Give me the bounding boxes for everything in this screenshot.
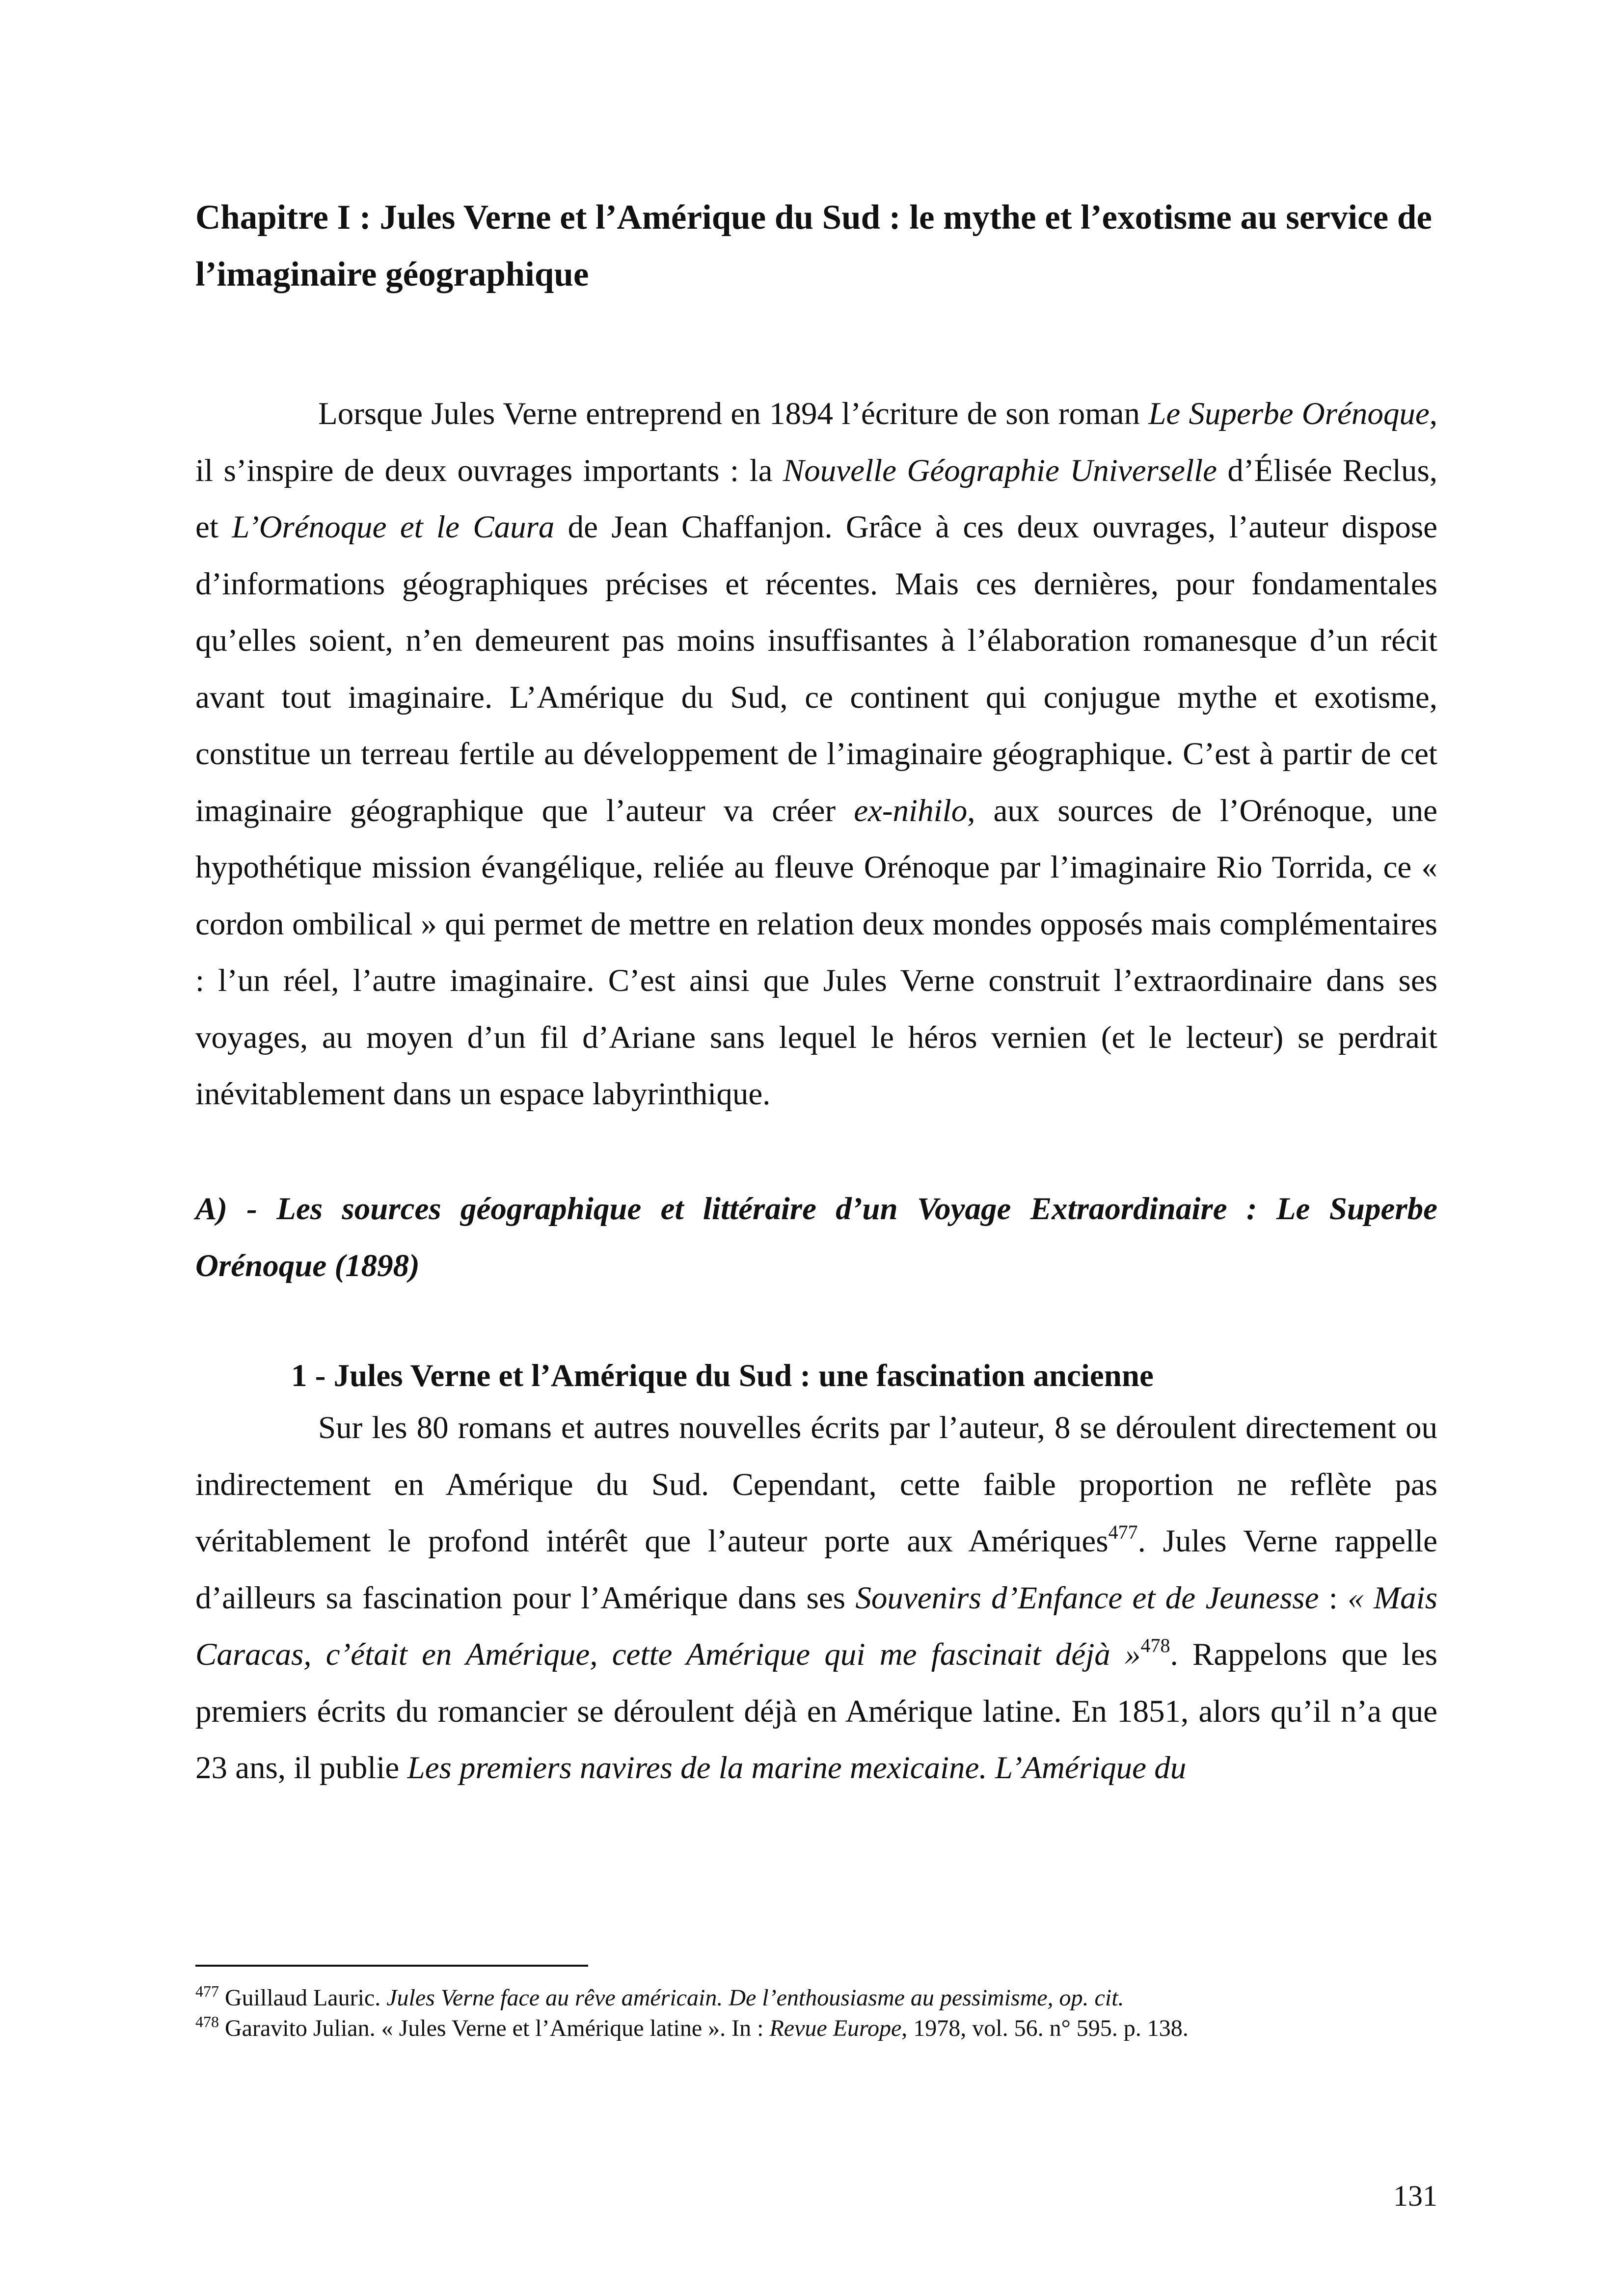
intro-term-ex-nihilo: ex-nihilo: [854, 793, 968, 828]
chapter-title: Chapitre I : Jules Verne et l’Amérique du Sud : le mythe et l’exotisme au service de l’imaginaire géographique: [195, 198, 1432, 294]
footnote-text: Garavito Julian. « Jules Verne et l’Amérique latine ». In :: [219, 2015, 770, 2041]
footnote-number: 478: [195, 2013, 219, 2030]
para2-text-2: . Jules Verne rappelle d’ailleurs sa fascination pour l’Amérique dans ses: [195, 1523, 1437, 1616]
para2-text-1: Sur les 80 romans et autres nouvelles écrits par l’auteur, 8 se déroulent directement ou indirectement en Amérique du Sud. Cependant, cette faible proportion ne reflète pas véritablement le profond intérêt que l’auteur porte aux Amériques: [195, 1410, 1437, 1559]
intro-paragraph: [195, 386, 1437, 1123]
para2-quote: « Mais Caracas, c’était en Amérique, cette Amérique qui me fascinait déjà »: [195, 1580, 1437, 1672]
intro-title-le-superbe-orenoque: Le Superbe Orénoque: [1148, 396, 1430, 431]
footnote-separator: [195, 1965, 588, 1967]
intro-text-1: Lorsque Jules Verne entreprend en 1894 l’écriture de son roman: [318, 396, 1149, 431]
subsection-title: 1 - Jules Verne et l’Amérique du Sud : une fascination ancienne: [291, 1358, 1154, 1393]
page-number: 131: [1393, 2180, 1437, 2212]
footnote-477: [195, 1983, 1437, 2013]
footnotes: [195, 1983, 1437, 2044]
footnote-478: [195, 2013, 1437, 2044]
intro-title-nouvelle-geographie: Nouvelle Géographie Universelle: [783, 453, 1217, 488]
intro-text-4: de Jean Chaffanjon. Grâce à ces deux ouvrages, l’auteur dispose d’informations géographiques précises et récentes. Mais ces dernières, pour fondamentales qu’elles soient, n’en demeurent pas moins insuffisantes à l’élaboration romanesque d’un récit avant tout imaginaire. L’Amérique du Sud, ce continent qui conjugue mythe et exotisme, constitue un terreau fertile au développement de l’imaginaire géographique. C’est à partir de cet imaginaire géographique que l’auteur va créer: [195, 509, 1437, 828]
footnote-ref-478[interactable]: 478: [1140, 1634, 1170, 1656]
footnote-ref-477[interactable]: 477: [1108, 1521, 1138, 1543]
section-title: A) - Les sources géographique et littéraire d’un Voyage Extraordinaire : Le Superbe Orénoque (1898): [195, 1191, 1437, 1283]
intro-title-orenoque-caura: L’Orénoque et le Caura: [232, 509, 555, 545]
footnote-text: Guillaud Lauric.: [219, 1985, 387, 2011]
body-paragraph: [195, 1400, 1437, 1797]
intro-text-3: d’Élisée Reclus, et: [195, 453, 1437, 545]
footnote-italic: Jules Verne face au rêve américain. De l’enthousiasme au pessimisme, op. cit.: [386, 1985, 1124, 2011]
para2-text-4: . Rappelons que les premiers écrits du romancier se déroulent déjà en Amérique latine. En 1851, alors qu’il n’a que 23 ans, il publie: [195, 1637, 1437, 1786]
para2-text-3: :: [1319, 1580, 1348, 1616]
para2-title-premiers-navires: Les premiers navires de la marine mexicaine. L’Amérique du: [407, 1750, 1187, 1786]
footnote-number: 477: [195, 1982, 219, 2000]
para2-title-souvenirs: Souvenirs d’Enfance et de Jeunesse: [855, 1580, 1319, 1616]
intro-text-5: , aux sources de l’Orénoque, une hypothétique mission évangélique, reliée au fleuve Orénoque par l’imaginaire Rio Torrida, ce « cordon ombilical » qui permet de mettre en relation deux mondes opposés mais complémentaires : l’un réel, l’autre imaginaire. C’est ainsi que Jules Verne construit l’extraordinaire dans ses voyages, au moyen d’un fil d’Ariane sans lequel le héros vernien (et le lecteur) se perdrait inévitablement dans un espace labyrinthique.: [195, 793, 1437, 1112]
intro-text-2: , il s’inspire de deux ouvrages importants : la: [195, 396, 1437, 488]
footnote-tail: , 1978, vol. 56. n° 595. p. 138.: [901, 2015, 1189, 2041]
footnote-italic: Revue Europe: [769, 2015, 902, 2041]
